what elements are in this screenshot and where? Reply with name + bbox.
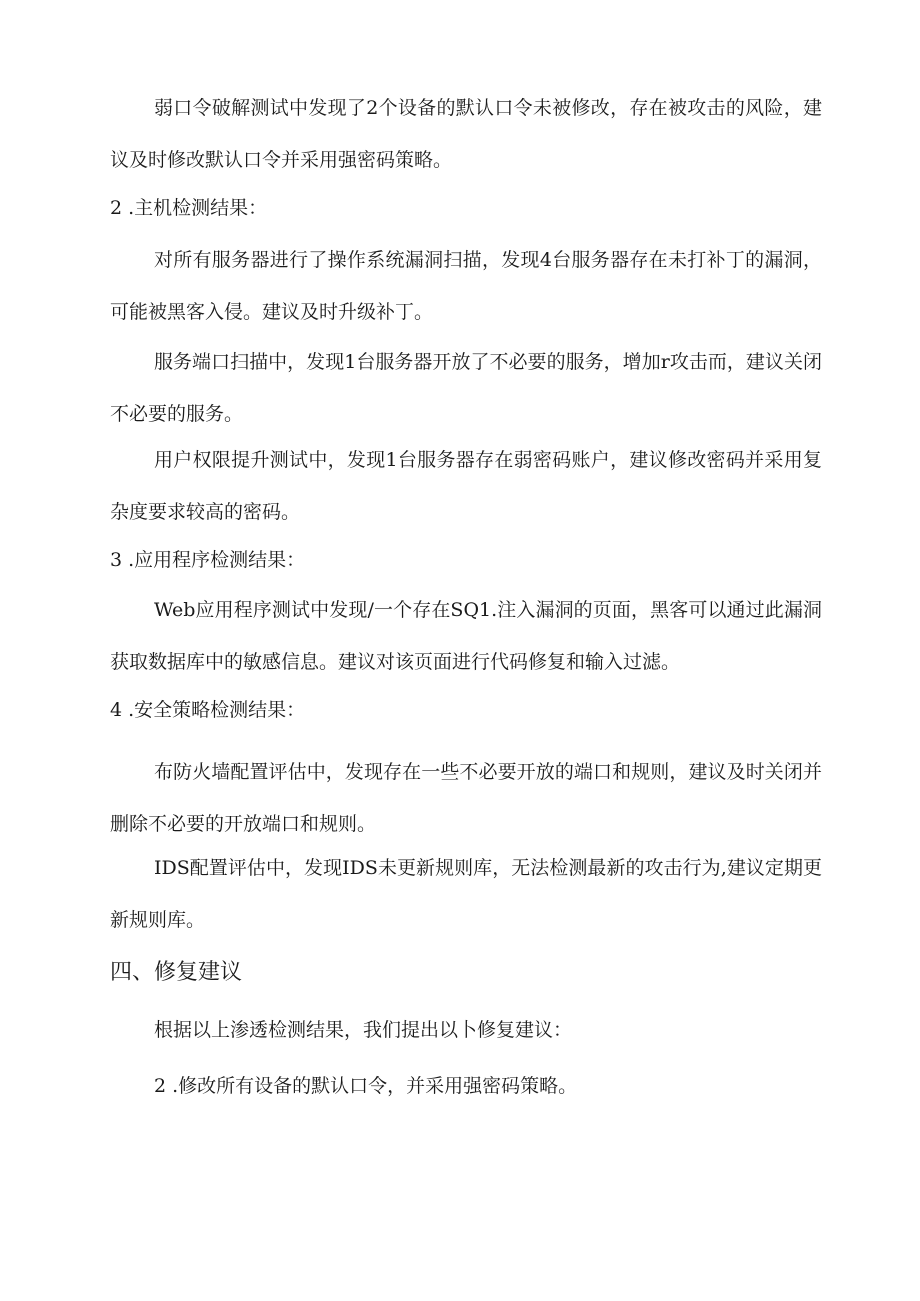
paragraph-sql-injection: Web应用程序测试中发现/一个存在SQ1.注入漏洞的页面，黑客可以通过此漏洞获取数据库中的敏感信息。建议对该页面进行代码修复和输入过滤。 [110, 599, 822, 673]
paragraph-os-vulnerability: 对所有服务器进行了操作系统漏洞扫描，发现4台服务器存在未打补丁的漏洞，可能被黑客入侵。建议及时升级补丁。 [110, 249, 822, 323]
heading-app-results: 3 .应用程序检测结果： [110, 549, 306, 571]
paragraph-weak-password: 弱口令破解测试中发现了2个设备的默认口令未被修改，存在被攻击的风险，建议及时修改默认口令并采用强密码策略。 [110, 97, 822, 171]
paragraph-port-scan: 服务端口扫描中，发现1台服务器开放了不必要的服务，增加r攻击而，建议关闭不必要的服务。 [110, 351, 822, 425]
paragraph-ids: IDS配置评估中，发现IDS未更新规则库，无法检测最新的攻击行为,建议定期更新规则库。 [110, 857, 822, 931]
list-item-remediation-1: 2 .修改所有设备的默认口令，并采用强密码策略。 [154, 1075, 578, 1097]
paragraph-privilege-escalation: 用户权限提升测试中，发现1台服务器存在弱密码账户，建议修改密码并采用复杂度要求较高的密码。 [110, 449, 822, 523]
paragraph-remediation-intro: 根据以上渗透检测结果，我们提出以卜修复建议： [154, 1019, 573, 1041]
heading-policy-results: 4 .安全策略检测结果： [110, 699, 306, 721]
paragraph-firewall: 布防火墙配置评估中，发现存在一些不必要开放的端口和规则，建议及时关闭并删除不必要的开放端口和规则。 [110, 761, 822, 835]
section-title-remediation: 四、修复建议 [110, 960, 243, 985]
heading-host-results: 2 .主机检测结果： [110, 197, 268, 219]
